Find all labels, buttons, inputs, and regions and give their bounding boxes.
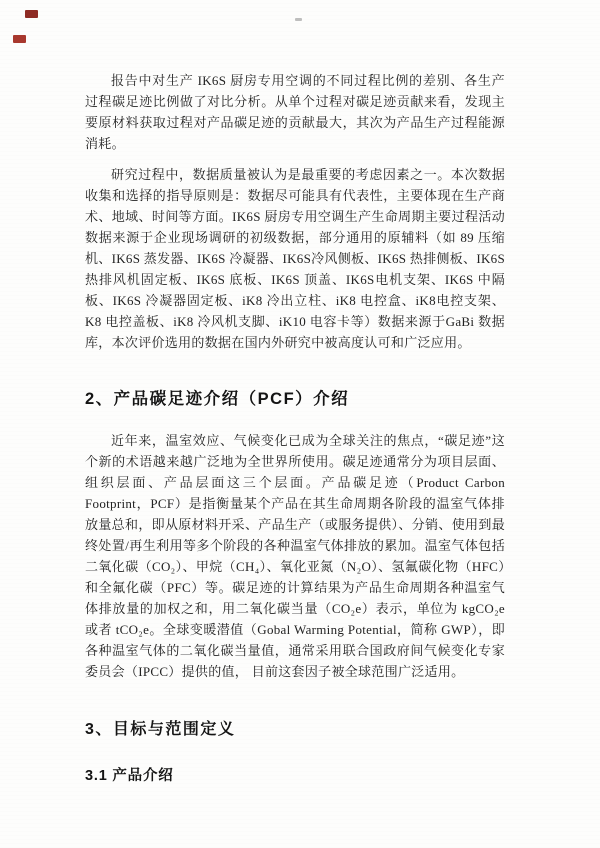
red-stamp-mark-bottom	[13, 35, 26, 43]
section-3-1-heading: 3.1 产品介绍	[85, 768, 174, 784]
document-body	[85, 70, 505, 786]
scan-speck	[295, 18, 302, 21]
paragraph-process-comparison: 报告中对生产 IK6S 厨房专用空调的不同过程比例的差别、各生产过程碳足迹比例做了对比分析。从单个过程对碳足迹贡献来看，发现主要原材料获取过程对产品碳足迹的贡献最大，其次为产品生产过程能源消耗。	[85, 73, 505, 151]
section-2-heading: 2、产品碳足迹介绍（PCF）介绍	[85, 390, 350, 408]
red-stamp-mark-top	[25, 10, 38, 18]
paragraph-pcf-introduction: 近年来，温室效应、气候变化已成为全球关注的焦点，“碳足迹”这个新的术语越来越广泛地为全世界所使用。碳足迹通常分为项目层面、组织层面、产品层面这三个层面。产品碳足迹（Product Carbon Footprint，PCF）是指衡量某个产品在其生命周期各阶段的温室气体排放量总和，即从原材料开采、产品生产（或服务提供）、分销、使用到最终处置/再生利用等多个阶段的各种温室气体排放的累加。温室气体包括二氧化碳（CO₂）、甲烷（CH₄）、氧化亚氮（N₂O）、氢氟碳化物（HFC）和全氟化碳（PFC）等。碳足迹的计算结果为产品生命周期各种温室气体排放量的加权之和，用二氧化碳当量（CO₂e）表示，单位为 kgCO₂e或者 tCO₂e。全球变暖潜值（Gobal Warming Potential，简称 GWP），即各种温室气体的二氧化碳当量值，通常采用联合国政府间气候变化专家委员会（IPCC）提供的值， 目前这套因子被全球范围广泛适用。	[85, 433, 505, 679]
paragraph-data-quality: 研究过程中，数据质量被认为是最重要的考虑因素之一。本次数据收集和选择的指导原则是：数据尽可能具有代表性，主要体现在生产商术、地域、时间等方面。IK6S 厨房专用空调生产生命周期主要过程活动数据来源于企业现场调研的初级数据，部分通用的原辅料（如 89 压缩机、IK6S 蒸发器、IK6S 冷凝器、IK6S冷风侧板、IK6S 热排侧板、IK6S 热排风机固定板、IK6S 底板、IK6S 顶盖、IK6S电机支架、IK6S 中隔板、IK6S 冷凝器固定板、iK8 冷出立柱、iK8 电控盒、iK8电控支架、K8 电控盖板、iK8 冷风机支脚、iK10 电容卡等）数据来源于GaBi 数据库，本次评价选用的数据在国内外研究中被高度认可和广泛应用。	[85, 167, 505, 350]
section-3-heading: 3、目标与范围定义	[85, 721, 236, 738]
